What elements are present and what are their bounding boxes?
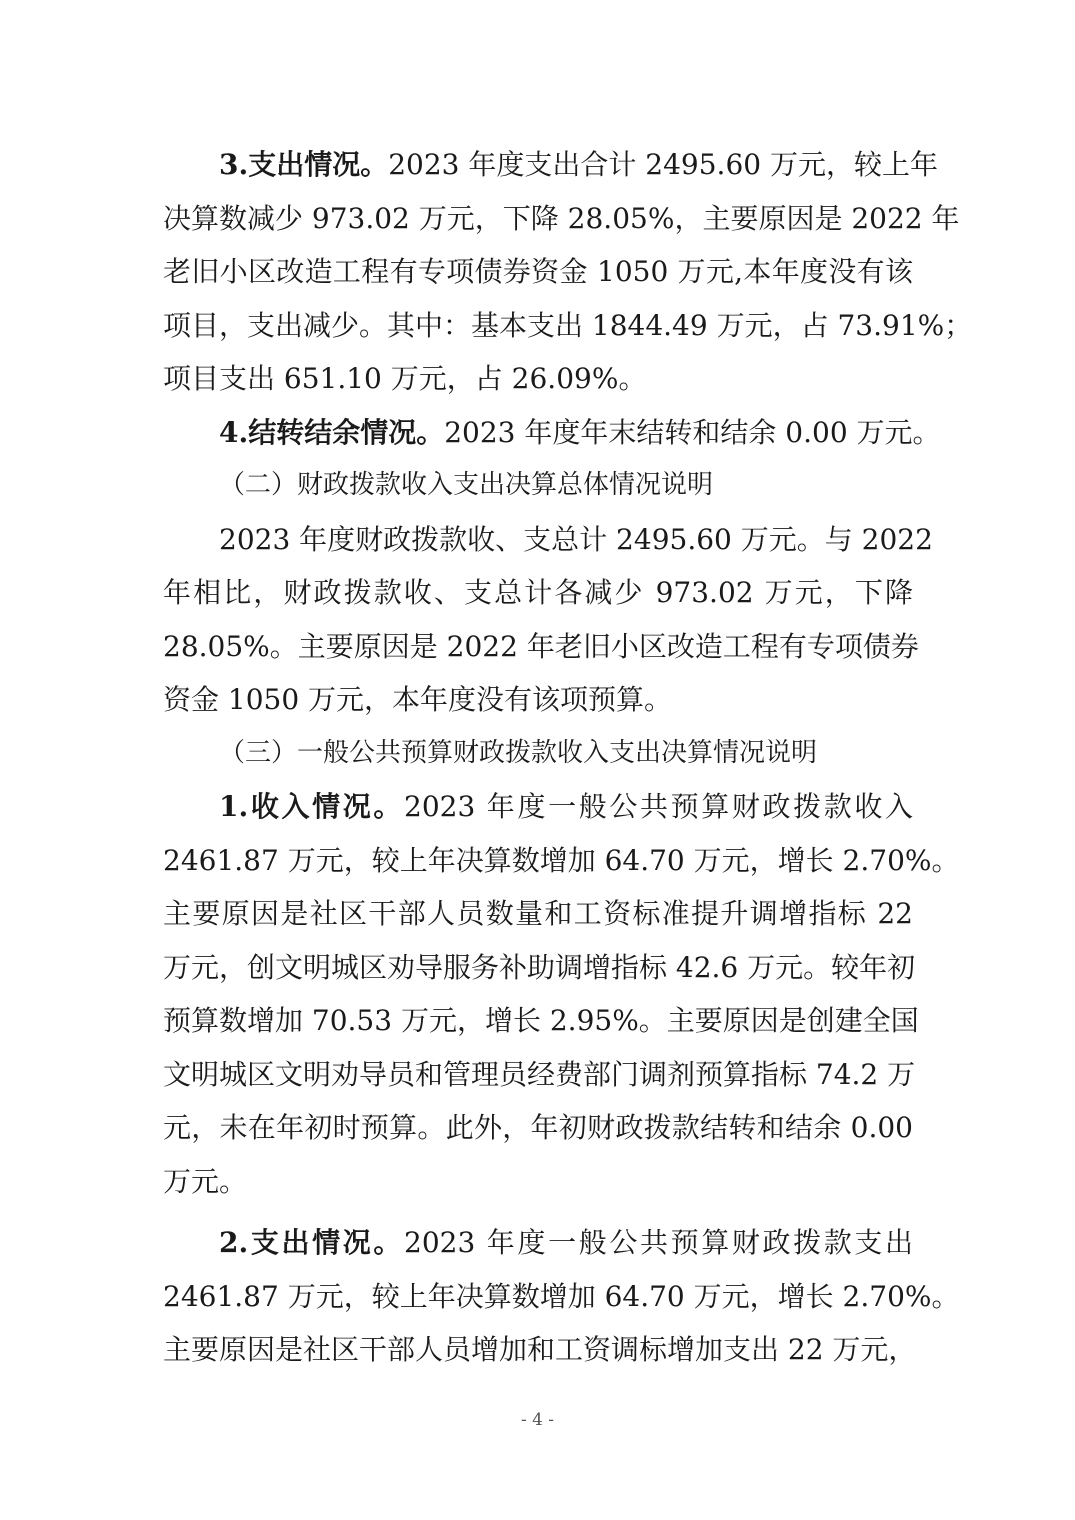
paragraph-line: 2461.87 万元，较上年决算数增加 64.70 万元，增长 2.70%。 <box>163 843 960 877</box>
page-number: - 4 - <box>520 1410 555 1430</box>
paragraph-line <box>163 1216 913 1270</box>
paragraph-text: 2023 年度年末结转和结余 0.00 万元。 <box>444 415 941 449</box>
paragraph-line: 2023 年度财政拨款收、支总计 2495.60 万元。与 2022 <box>219 522 933 556</box>
paragraph-line: 主要原因是社区干部人员数量和工资标准提升调增指标 22 <box>163 897 913 930</box>
section-label: 2.支出情况。 <box>219 1226 405 1259</box>
paragraph-line: 2461.87 万元，较上年决算数增加 64.70 万元，增长 2.70%。 <box>163 1279 960 1313</box>
paragraph-line <box>163 406 941 460</box>
section-heading: （二）财政拨款收入支出决算总体情况说明 <box>219 470 714 500</box>
paragraph-text: 2023 年度一般公共预算财政拨款支出 <box>404 1226 913 1259</box>
section-label: 3.支出情况。 <box>219 148 389 181</box>
paragraph-line: 年相比，财政拨款收、支总计各减少 973.02 万元，下降 <box>163 576 913 609</box>
paragraph-line: 万元。 <box>163 1164 248 1198</box>
paragraph-line: 决算数减少 973.02 万元，下降 28.05%，主要原因是 2022 年 <box>163 201 960 235</box>
paragraph-line: 项目，支出减少。其中：基本支出 1844.49 万元，占 73.91%； <box>163 308 973 342</box>
paragraph-text: 2023 年度一般公共预算财政拨款收入 <box>404 790 913 823</box>
document-body <box>163 138 973 1377</box>
paragraph-text: 2023 年度支出合计 2495.60 万元，较上年 <box>388 148 938 181</box>
paragraph-line: 老旧小区改造工程有专项债券资金 1050 万元,本年度没有该 <box>163 255 913 288</box>
paragraph-line <box>163 138 938 192</box>
section-label: 4.结转结余情况。 <box>219 415 445 449</box>
section-heading: （三）一般公共预算财政拨款收入支出决算情况说明 <box>219 737 818 768</box>
paragraph-line: 元，未在年初时预算。此外，年初财政拨款结转和结余 0.00 <box>163 1111 913 1144</box>
paragraph-line: 万元，创文明城区劝导服务补助调增指标 42.6 万元。较年初 <box>163 950 916 984</box>
paragraph-line: 资金 1050 万元，本年度没有该项预算。 <box>163 683 673 716</box>
section-label: 1.收入情况。 <box>219 790 405 823</box>
paragraph-line <box>163 780 913 834</box>
paragraph-line: 文明城区文明劝导员和管理员经费部门调剂预算指标 74.2 万 <box>163 1057 916 1091</box>
paragraph-line: 预算数增加 70.53 万元，增长 2.95%。主要原因是创建全国 <box>163 1004 919 1037</box>
paragraph-line: 项目支出 651.10 万元，占 26.09%。 <box>163 362 647 395</box>
paragraph-line: 主要原因是社区干部人员增加和工资调标增加支出 22 万元， <box>163 1333 917 1366</box>
paragraph-line: 28.05%。主要原因是 2022 年老旧小区改造工程有专项债券 <box>163 629 919 663</box>
